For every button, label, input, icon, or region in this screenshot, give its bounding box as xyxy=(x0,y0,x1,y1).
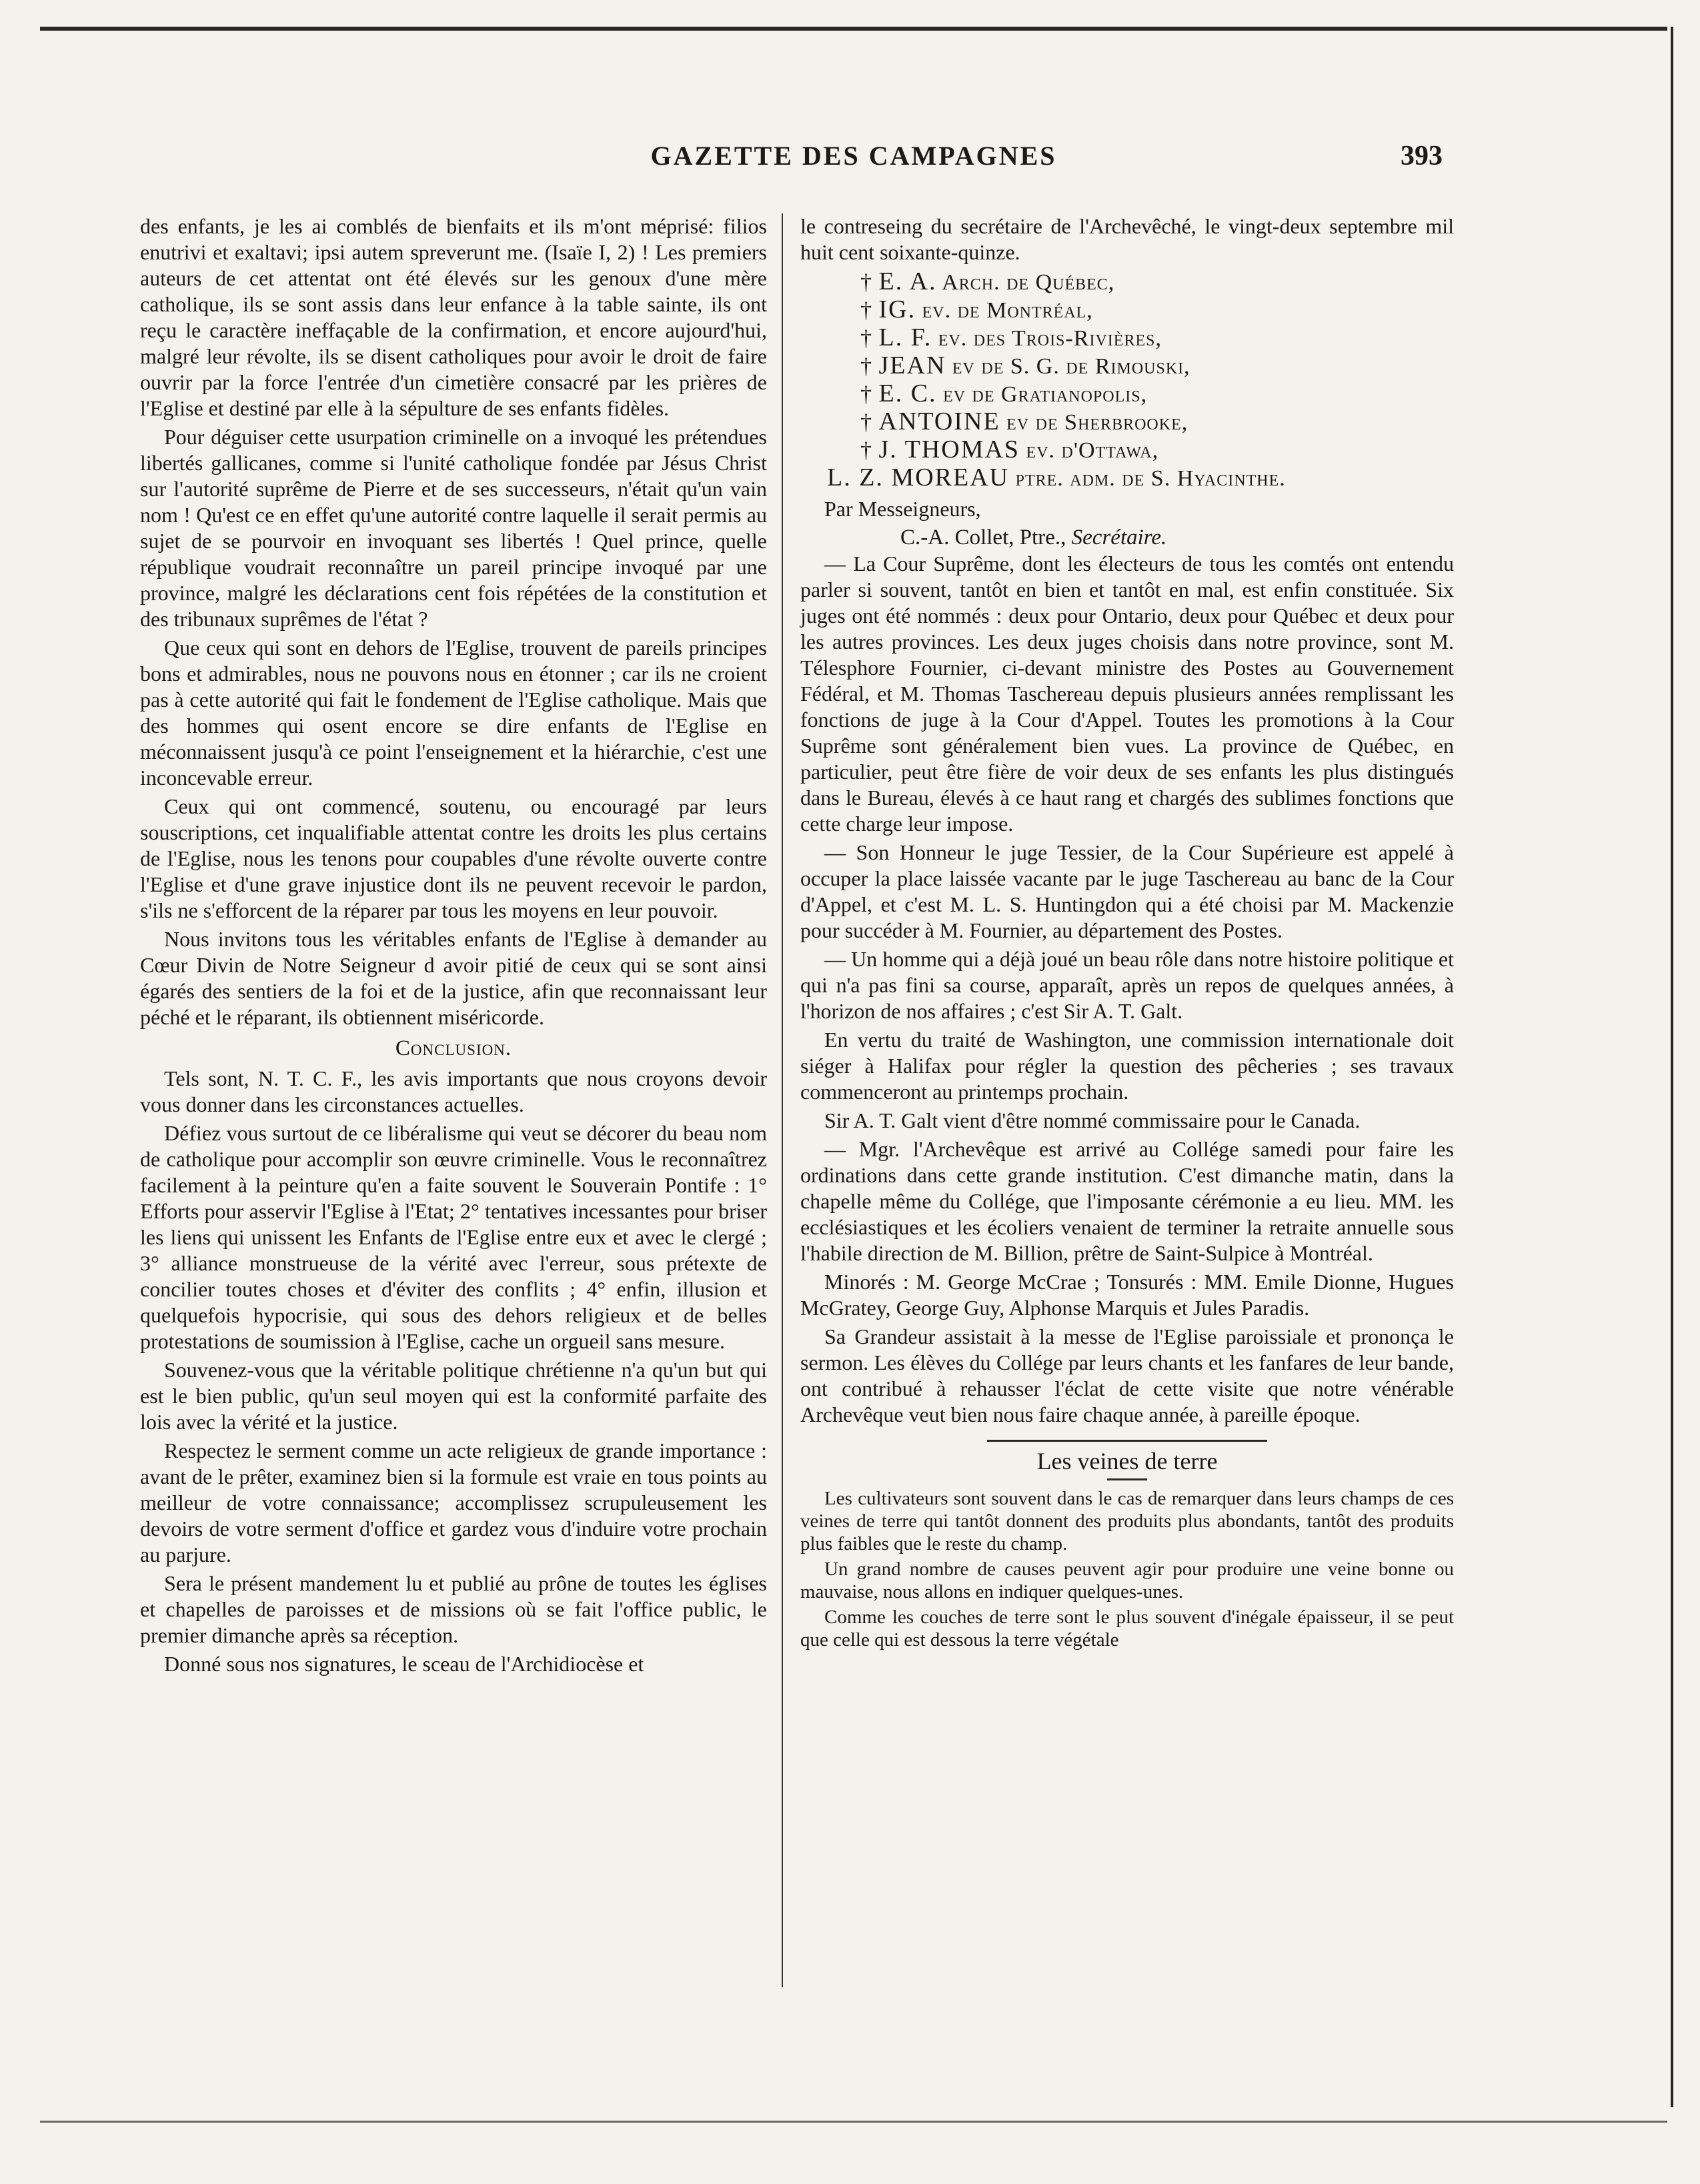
paragraph: Défiez vous surtout de ce libéralisme qui veut se décorer du beau nom de catholique pour accomplir son œuvre criminelle. Vous le reconnaîtrez facilement à la peinture qu'en a faite souvent le Souverain Pontife : 1° Efforts pour asservir l'Eglise à l'Etat; 2° tentatives incessantes pour briser les liens qui unissent les Enfants de l'Eglise entre eux et avec le clergé ; 3° alliance monstrueuse de la vérité avec l'erreur, sous prétexte de concilier toutes choses et d'éviter des conflits ; 4° enfin, illusion et quelquefois hypocrisie, qui sous des dehors religieux et de belles protestations de soumission à l'Eglise, cache un orgueil sans mesure. xyxy=(140,1121,767,1353)
right-column xyxy=(800,213,1454,1654)
paragraph: — Mgr. l'Archevêque est arrivé au Collége samedi pour faire les ordinations dans cette grande institution. C'est dimanche matin, dans la chapelle même du Collége, que l'imposante cérémonie a eu lieu. MM. les ecclésiastiques et les écoliers venaient de terminer la retraite annuelle sous l'habile direction de M. Billion, prêtre de Saint-Sulpice à Montréal. xyxy=(800,1137,1454,1265)
page-number: 393 xyxy=(1401,141,1443,171)
paragraph: Respectez le serment comme un acte religieux de grande importance : avant de le prêter, examinez bien si la formule est vraie en tous points au meilleur de votre connaissance; accomplissez scrupuleusement les devoirs de votre serment d'office et gardez vous d'induire votre prochain au parjure. xyxy=(140,1438,767,1566)
secretary-signature: C.-A. Collet, Ptre., Secrétaire. xyxy=(900,525,1167,550)
signature-line: L. Z. MOREAU ptre. adm. de S. Hyacinthe. xyxy=(827,463,1286,491)
paragraph: — La Cour Suprême, dont les électeurs de tous les comtés ont entendu parler si souvent, tantôt en bien et tantôt en mal, est enfin constituée. Six juges ont été nommés : deux pour Ontario, deux pour Québec et deux pour les autres provinces. Les deux juges choisis dans notre province, sont M. Télesphore Fournier, ci-devant ministre des Postes au Gouvernement Fédéral, et M. Thomas Taschereau depuis plusieurs années remplissant les fonctions de juge à la Cour d'Appel. Toutes les promotions à la Cour Suprême sont généralement bien vues. La province de Québec, en particulier, peut être fière de voir deux de ses enfants les plus distingués dans le Bureau, élevés à ce haut rang et chargés des sublimes fonctions que cette charge leur impose. xyxy=(800,552,1454,836)
page-header xyxy=(133,140,1467,180)
paragraph: le contreseing du secrétaire de l'Archevêché, le vingt-deux septembre mil huit cent soixante-quinze. xyxy=(800,214,1454,264)
conclusion-heading: Conclusion. xyxy=(395,1036,512,1060)
paragraph: En vertu du traité de Washington, une commission internationale doit siéger à Halifax pour régler la question des pêcheries ; ses travaux commenceront au printemps prochain. xyxy=(800,1028,1454,1104)
paragraph: — Un homme qui a déjà joué un beau rôle dans notre histoire politique et qui n'a pas fini sa course, apparaît, après un repos de quelques années, à l'horizon de nos affaires ; c'est Sir A. T. Galt. xyxy=(800,947,1454,1023)
signature-line: † E. A. Arch. de Québec, xyxy=(860,267,1115,295)
paragraph: Minorés : M. George McCrae ; Tonsurés : MM. Emile Dionne, Hugues McGratey, George Guy, Alphonse Marquis et Jules Paradis. xyxy=(800,1270,1454,1320)
right-border-rule xyxy=(1671,27,1673,2107)
top-border-rule xyxy=(40,27,1667,31)
paragraph: Donné sous nos signatures, le sceau de l'Archidiocèse et xyxy=(164,1652,644,1676)
paragraph: Nous invitons tous les véritables enfants de l'Eglise à demander au Cœur Divin de Notre Seigneur d avoir pitié de ceux qui se sont ainsi égarés des sentiers de la foi et de la justice, afin que reconnaissant leur péché et le réparant, ils obtiennent miséricorde. xyxy=(140,927,767,1029)
paragraph: Sir A. T. Galt vient d'être nommé commissaire pour le Canada. xyxy=(824,1108,1361,1132)
bottom-border-rule xyxy=(40,2121,1667,2123)
paragraph: Comme les couches de terre sont le plus souvent d'inégale épaisseur, il se peut que celle qui est dessous la terre végétale xyxy=(800,1606,1454,1651)
paragraph: Un grand nombre de causes peuvent agir pour produire une veine bonne ou mauvaise, nous allons en indiquer quelques-unes. xyxy=(800,1558,1454,1602)
paragraph: — Son Honneur le juge Tessier, de la Cour Supérieure est appelé à occuper la place laissée vacante par le juge Taschereau au banc de la Cour d'Appel, et c'est M. L. S. Huntingdon qui a été choisi par M. Mackenzie pour succéder à M. Fournier, au département des Postes. xyxy=(800,840,1454,942)
paragraph: Que ceux qui sont en dehors de l'Eglise, trouvent de pareils principes bons et admirables, nous ne pouvons nous en étonner ; car ils ne croient pas à cette autorité qui fait le fondement de l'Eglise catholique. Mais que des hommes qui osent encore se dire enfants de l'Eglise en méconnaissent jusqu'à ce point l'enseignement et la hiérarchie, c'est une inconcevable erreur. xyxy=(140,636,767,790)
paragraph: des enfants, je les ai comblés de bienfaits et ils m'ont méprisé: filios enutrivi et exaltavi; ipsi autem spreverunt me. (Isaïe I, 2) ! Les premiers auteurs de cet attentat ont été élevés sur les genoux d'une mère catholique, ils se sont assis dans leur enfance à la table sainte, ils ont reçu le caractère ineffaçable de la confirmation, et encore aujourd'hui, malgré leur révolte, ils se disent catholiques pour avoir le droit de faire ouvrir par la force l'entrée d'un cimetière consacré par les prières de l'Eglise et destiné par elle à la sépulture de ses enfants fidèles. xyxy=(140,214,767,420)
paragraph: Ceux qui ont commencé, soutenu, ou encouragé par leurs souscriptions, cet inqualifiable attentat contre les droits les plus certains de l'Eglise, nous les tenons pour coupables d'une révolte ouverte contre l'Eglise et d'une grave injustice dont ils ne peuvent recevoir le pardon, s'ils ne s'efforcent de la réparer par tous les moyens en leur pouvoir. xyxy=(140,794,767,922)
paragraph: Souvenez-vous que la véritable politique chrétienne n'a qu'un but qui est le bien public, qu'un seul moyen qui est la conformité parfaite des lois avec la vérité et la justice. xyxy=(140,1358,767,1434)
paragraph: Sa Grandeur assistait à la messe de l'Eglise paroissiale et prononça le sermon. Les élèves du Collége par leurs chants et les fanfares de leur bande, ont contribué à rehausser l'éclat de cette visite que notre vénérable Archevêque veut bien nous faire chaque année, à pareille époque. xyxy=(800,1324,1454,1426)
signature-block xyxy=(800,268,1454,492)
signature-line: † E. C. ev de Gratianopolis, xyxy=(860,379,1148,407)
signature-line: † ANTOINE ev de Sherbrooke, xyxy=(860,407,1188,435)
signature-line: † L. F. ev. des Trois-Rivières, xyxy=(860,323,1162,351)
signature-line: † IG. ev. de Montréal, xyxy=(860,295,1093,323)
paragraph: Tels sont, N. T. C. F., les avis importants que nous croyons devoir vous donner dans les circonstances actuelles. xyxy=(140,1066,767,1116)
paragraph: Sera le présent mandement lu et publié au prône de toutes les églises et chapelles de paroisses et de missions où se fait l'office public, le premier dimanche après sa réception. xyxy=(140,1571,767,1647)
paragraph: Les cultivateurs sont souvent dans le cas de remarquer dans leurs champs de ces veines de terre qui tantôt donnent des produits plus abondants, tantôt des produits plus faibles que le reste du champ. xyxy=(800,1488,1454,1554)
paragraph: Pour déguiser cette usurpation criminelle on a invoqué les prétendues libertés gallicanes, comme si l'unité catholique fondée par Jésus Christ sur l'autorité suprême de Pierre et de ses successeurs, n'était qu'un vain nom ! Qu'est ce en effet qu'une autorité contre laquelle il serait permis au sujet de se pourvoir en invoquant ses libertés ! Quel prince, quelle république voudrait reconnaître un pareil principe invoqué par une province, malgré les déclarations cent fois répétées de la constitution et des tribunaux suprêmes de l'état ? xyxy=(140,425,767,631)
column-divider xyxy=(782,213,783,1987)
signature-line: † JEAN ev de S. G. de Rimouski, xyxy=(860,351,1190,379)
section-title: Les veines de terre xyxy=(1036,1448,1218,1474)
par-messeigneurs: Par Messeigneurs, xyxy=(824,497,981,521)
running-title: GAZETTE DES CAMPAGNES xyxy=(650,141,1057,171)
left-column xyxy=(140,213,767,1680)
signature-line: † J. THOMAS ev. d'Ottawa, xyxy=(860,435,1159,463)
section-small-rule xyxy=(1107,1478,1147,1480)
section-rule xyxy=(987,1440,1267,1442)
